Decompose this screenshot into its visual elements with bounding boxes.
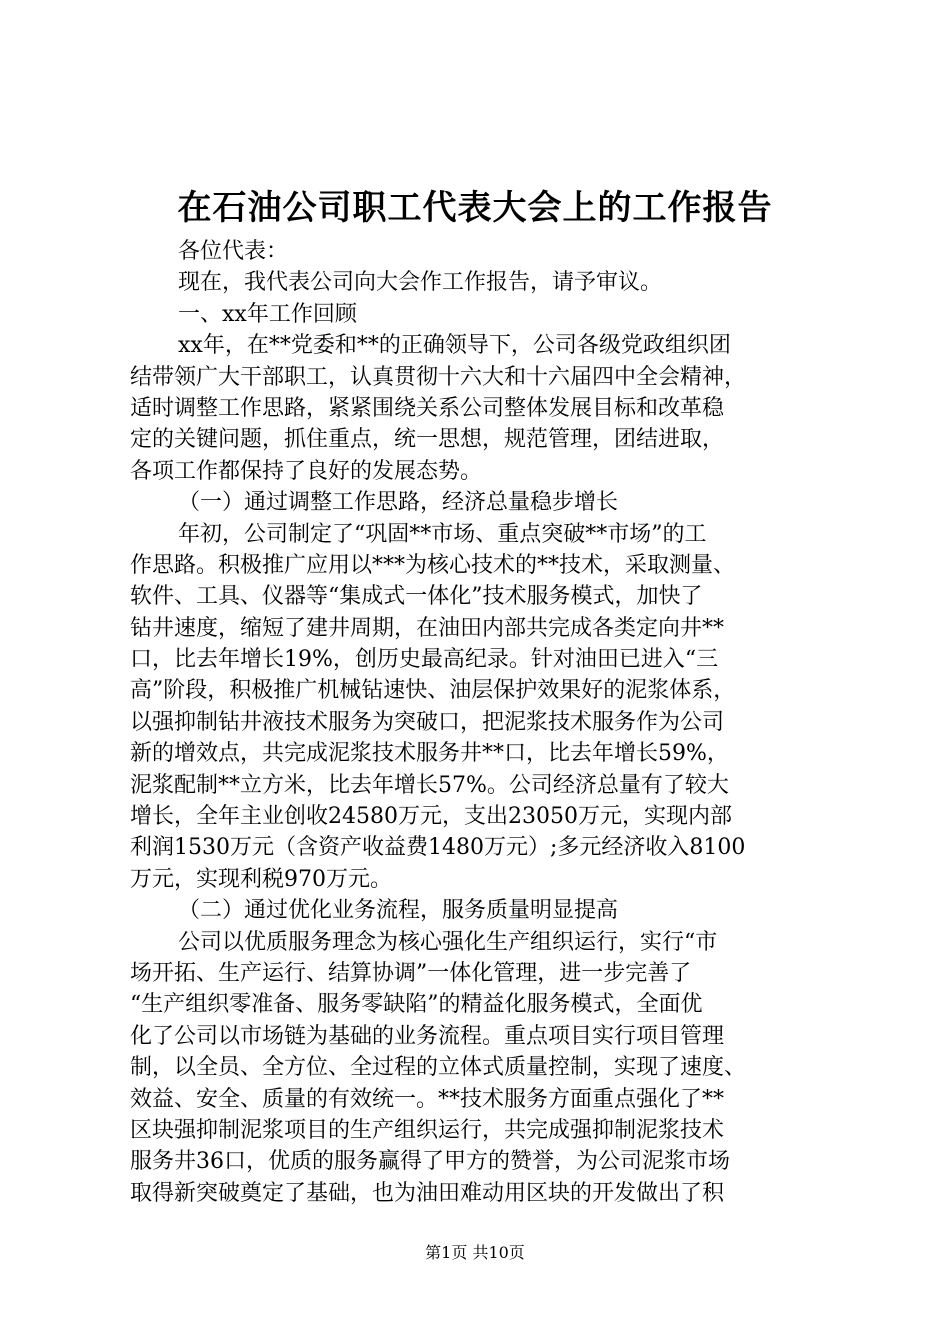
paragraph-line: 化了公司以市场链为基础的业务流程。重点项目实行项目管理 [130, 1023, 725, 1049]
paragraph-line: 万元，实现利税970万元。 [130, 866, 392, 892]
paragraph-line: 高”阶段，积极推广机械钻速快、油层保护效果好的泥浆体系， [130, 678, 736, 704]
paragraph-line: “生产组织零准备、服务零缺陷”的精益化服务模式，全面优 [130, 992, 703, 1018]
paragraph-line: 利润1530万元（含资产收益费1480万元）;多元经济收入8100 [130, 835, 746, 861]
paragraph-line: 制，以全员、全方位、全过程的立体式质量控制，实现了速度、 [130, 1055, 747, 1081]
paragraph-line: 钻井速度，缩短了建井周期，在油田内部共完成各类定向井** [130, 615, 725, 641]
paragraph-line: 定的关键问题，抓住重点，统一思想，规范管理，团结进取， [130, 427, 725, 453]
subsection-heading: （二）通过优化业务流程，服务质量明显提高 [178, 898, 619, 924]
salutation-line: 各位代表： [178, 239, 289, 264]
paragraph-line: 软件、工具、仪器等“集成式一体化”技术服务模式，加快了 [130, 584, 703, 610]
paragraph-line: 年初，公司制定了“巩固**市场、重点突破**市场”的工 [178, 521, 707, 547]
paragraph-line: xx年，在**党委和**的正确领导下，公司各级党政组织团 [178, 333, 731, 359]
paragraph-line: 取得新突破奠定了基础，也为油田难动用区块的开发做出了积 [130, 1180, 725, 1206]
paragraph-line: 服务井36口，优质的服务赢得了甲方的赞誉，为公司泥浆市场 [130, 1149, 730, 1175]
paragraph-line: 以强抑制钻井液技术服务为突破口，把泥浆技术服务作为公司 [130, 709, 725, 735]
paragraph-line: 结带领广大干部职工，认真贯彻十六大和十六届四中全会精神， [130, 364, 747, 390]
paragraph-line: 口，比去年增长19%，创历史最高纪录。针对油田已进入“三 [130, 647, 719, 673]
paragraph-line: 效益、安全、质量的有效统一。**技术服务方面重点强化了** [130, 1086, 725, 1112]
paragraph-line: 作思路。积极推广应用以***为核心技术的**技术，采取测量、 [130, 552, 736, 578]
paragraph-line: 增长，全年主业创收24580万元，支出23050万元，实现内部 [130, 804, 732, 830]
paragraph-line: 现在，我代表公司向大会作工作报告，请予审议。 [178, 270, 663, 296]
section-heading: 一、xx年工作回顾 [178, 301, 357, 327]
page-number-footer: 第1页 共10页 [425, 1243, 525, 1262]
subsection-heading: （一）通过调整工作思路，经济总量稳步增长 [178, 490, 619, 516]
document-body [130, 236, 820, 1209]
paragraph-line: 泥浆配制**立方米，比去年增长57%。公司经济总量有了较大 [130, 772, 729, 798]
paragraph-line: 场开拓、生产运行、结算协调”一体化管理，进一步完善了 [130, 960, 692, 986]
document-title: 在石油公司职工代表大会上的工作报告 [177, 188, 773, 228]
paragraph-line: 区块强抑制泥浆项目的生产组织运行，共完成强抑制泥浆技术 [130, 1117, 725, 1143]
paragraph-line: 各项工作都保持了良好的发展态势。 [130, 458, 483, 484]
paragraph-line: 公司以优质服务理念为核心强化生产组织运行，实行“市 [178, 929, 718, 955]
paragraph-line: 新的增效点，共完成泥浆技术服务井**口，比去年增长59%， [130, 741, 729, 767]
paragraph-line: 适时调整工作思路，紧紧围绕关系公司整体发展目标和改革稳 [130, 395, 725, 421]
